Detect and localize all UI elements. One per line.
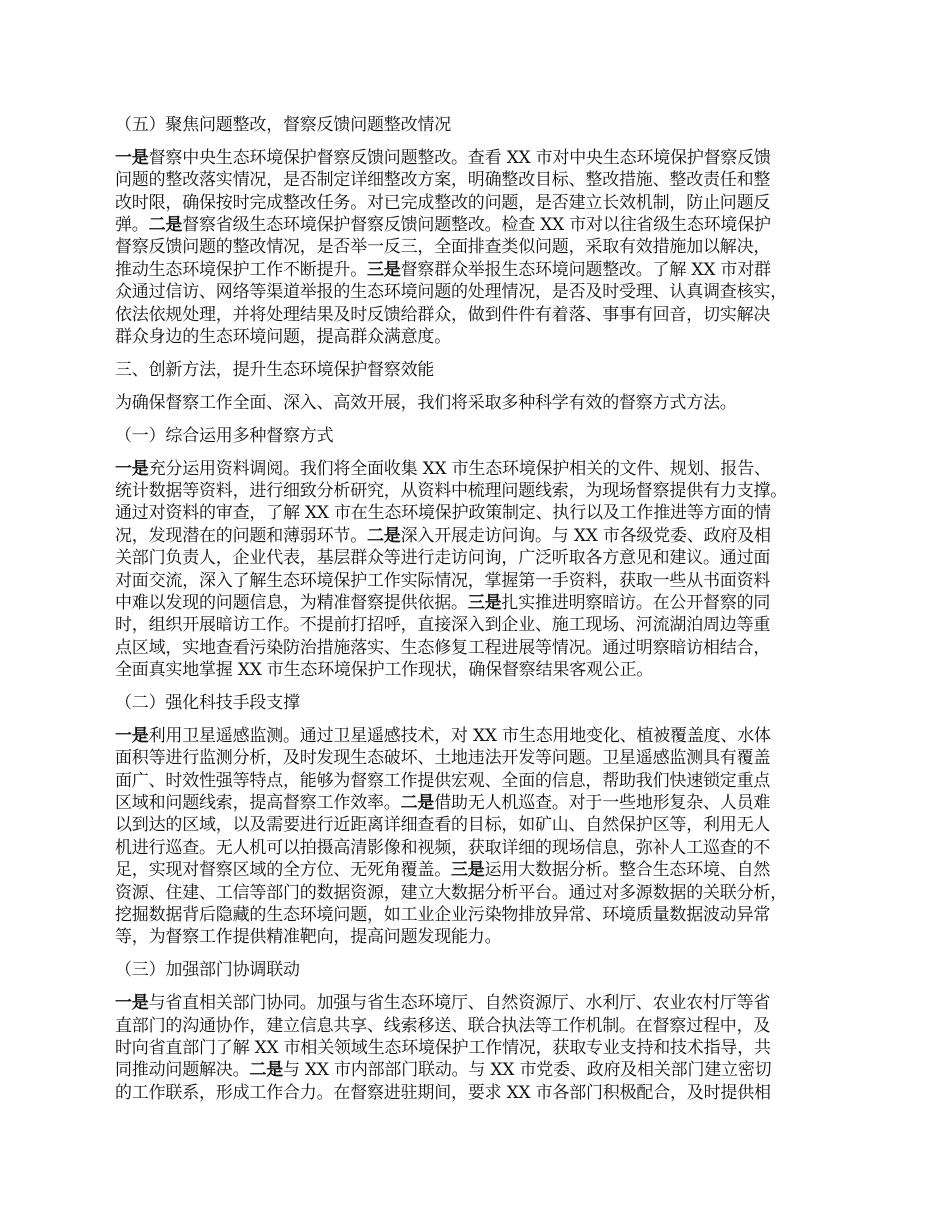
text-segment: 统计数据等资料，进行细致分析研究，从资料中梳理问题线索，为现场督察提供有力支撑。 — [115, 480, 787, 501]
text-line — [115, 192, 855, 214]
text-line — [115, 814, 855, 836]
bold-lead-term: 二是 — [400, 793, 435, 814]
text-segment: 足，实现对督察区域的全方位、无死角覆盖。 — [115, 860, 451, 881]
text-segment: 充分运用资料调阅。我们将全面收集 XX 市生态环境保护相关的文件、规划、报告、 — [148, 458, 771, 479]
text-line — [115, 926, 855, 948]
text-line — [115, 359, 855, 381]
text-line — [115, 214, 855, 236]
text-line — [115, 1059, 855, 1081]
text-segment: 以到达的区域，以及需要进行近距离详细查看的目标，如矿山、自然保护区等，利用无人 — [115, 815, 771, 836]
text-line — [115, 281, 855, 303]
bold-lead-term: 三是 — [367, 259, 401, 280]
text-line — [115, 904, 855, 926]
text-line — [115, 992, 855, 1014]
document-body — [115, 114, 855, 1115]
text-segment: 对面交流，深入了解生态环境保护工作实际情况，掌握第一手资料，获取一些从书面资料 — [115, 570, 771, 591]
text-segment: 况，发现潜在的问题和薄弱环节。 — [115, 525, 367, 546]
bold-lead-term: 三是 — [451, 860, 485, 881]
text-segment: 等，为督察工作提供精准靶向，提高问题发现能力。 — [115, 927, 502, 948]
text-segment: （五）聚焦问题整改，督察反馈问题整改情况 — [115, 115, 451, 135]
paragraph — [115, 392, 855, 414]
text-line — [115, 882, 855, 904]
text-segment: （三）加强部门协调联动 — [115, 960, 300, 981]
text-segment: 区域和问题线索，提高督察工作效率。 — [115, 793, 401, 814]
text-segment: 中难以发现的问题信息，为精准督察提供依据。 — [115, 592, 468, 613]
text-line — [115, 659, 855, 681]
text-segment: 通过对资料的审查，了解 XX 市在生态环境保护政策制定、执行以及工作推进等方面的情 — [115, 503, 771, 524]
text-line — [115, 747, 855, 769]
text-line — [115, 114, 855, 136]
text-line — [115, 1082, 855, 1104]
text-line — [115, 392, 855, 414]
text-line — [115, 570, 855, 592]
text-line — [115, 792, 855, 814]
text-line — [115, 425, 855, 447]
text-line — [115, 614, 855, 636]
bold-lead-term: 二是 — [367, 525, 401, 546]
text-segment: 面积等进行监测分析，及时发现生态破坏、土地违法开发等问题。卫星遥感监测具有覆盖 — [115, 748, 771, 769]
text-line — [115, 637, 855, 659]
text-segment: 深入开展走访问询。与 XX 市各级党委、政府及相 — [400, 525, 771, 546]
text-segment: 众通过信访、网络等渠道举报的生态环境问题的处理情况，是否及时受理、认真调查核实， — [115, 282, 787, 303]
section-heading — [115, 959, 855, 981]
text-segment: 同推动问题解决。 — [115, 1060, 250, 1081]
text-segment: 时向省直部门了解 XX 市相关领域生态环境保护工作情况，获取专业支持和技术指导，共 — [115, 1037, 771, 1058]
section-heading — [115, 425, 855, 447]
text-segment: （一）综合运用多种督察方式 — [115, 425, 334, 446]
text-line — [115, 959, 855, 981]
text-segment: 借助无人机巡查。对于一些地形复杂、人员难 — [434, 793, 771, 814]
text-line — [115, 725, 855, 747]
text-segment: 改时限，确保按时完成整改任务。对已完成整改的问题，是否建立长效机制，防止问题反 — [115, 192, 771, 213]
text-segment: 的工作联系，形成工作合力。在督察进驻期间，要求 XX 市各部门积极配合，及时提供相 — [115, 1082, 771, 1103]
text-line — [115, 169, 855, 191]
paragraph — [115, 992, 855, 1104]
text-segment: 督察反馈问题的整改情况，是否举一反三，全面排查类似问题，采取有效措施加以解决， — [115, 237, 771, 258]
text-line — [115, 259, 855, 281]
bold-lead-term: 二是 — [148, 215, 183, 236]
paragraph — [115, 147, 855, 349]
text-segment: 为确保督察工作全面、深入、高效开展，我们将采取多种科学有效的督察方式方法。 — [115, 392, 737, 413]
text-line — [115, 236, 855, 258]
text-segment: 弹。 — [115, 215, 149, 236]
text-segment: 与省直相关部门协同。加强与省生态环境厅、自然资源厅、水利厅、农业农村厅等省 — [148, 993, 771, 1014]
paragraph — [115, 725, 855, 949]
text-segment: 资源、住建、工信等部门的数据资源，建立大数据分析平台。通过对多源数据的关联分析， — [115, 882, 787, 903]
text-line — [115, 859, 855, 881]
text-line — [115, 480, 855, 502]
text-line — [115, 1037, 855, 1059]
text-segment: 全面真实地掌握 XX 市生态环境保护工作现状，确保督察结果客观公正。 — [115, 660, 654, 681]
bold-lead-term: 一是 — [115, 725, 149, 746]
text-line — [115, 547, 855, 569]
text-segment: 督察群众举报生态环境问题整改。了解 XX 市对群 — [400, 259, 771, 280]
text-segment: 督察省级生态环境保护督察反馈问题整改。检查 XX 市对以往省级生态环境保护 — [182, 215, 771, 236]
text-line — [115, 502, 855, 524]
text-segment: 问题的整改落实情况，是否制定详细整改方案，明确整改目标、整改措施、整改责任和整 — [115, 170, 771, 191]
text-line — [115, 326, 855, 348]
text-line — [115, 1015, 855, 1037]
text-line — [115, 837, 855, 859]
text-segment: 扎实推进明察暗访。在公开督察的同 — [501, 592, 771, 613]
bold-lead-term: 一是 — [115, 147, 149, 168]
text-segment: 挖掘数据背后隐藏的生态环境问题，如工业企业污染物排放异常、环境质量数据波动异常 — [115, 905, 771, 925]
text-segment: 直部门的沟通协作，建立信息共享、线索移送、联合执法等工作机制。在督察过程中，及 — [115, 1015, 771, 1036]
text-line — [115, 770, 855, 792]
bold-lead-term: 三是 — [467, 592, 502, 613]
text-segment: 点区域，实地查看污染防治措施落实、生态修复工程进展等情况。通过明察暗访相结合， — [115, 637, 771, 658]
text-segment: 关部门负责人，企业代表，基层群众等进行走访问询，广泛听取各方意见和建议。通过面 — [115, 548, 771, 569]
bold-lead-term: 一是 — [115, 993, 149, 1014]
text-line — [115, 458, 855, 480]
section-heading — [115, 114, 855, 136]
text-segment: 督察中央生态环境保护督察反馈问题整改。查看 XX 市对中央生态环境保护督察反馈 — [148, 147, 771, 168]
paragraph — [115, 458, 855, 682]
section-heading — [115, 692, 855, 714]
bold-lead-term: 一是 — [115, 458, 149, 479]
text-segment: 利用卫星遥感监测。通过卫星遥感技术，对 XX 市生态用地变化、植被覆盖度、水体 — [148, 725, 771, 746]
text-segment: 推动生态环境保护工作不断提升。 — [115, 259, 367, 280]
text-segment: 依法依规处理，并将处理结果及时反馈给群众，做到件件有着落、事事有回音，切实解决 — [115, 304, 771, 325]
text-line — [115, 692, 855, 714]
text-segment: 与 XX 市内部部门联动。与 XX 市党委、政府及相关部门建立密切 — [283, 1060, 772, 1081]
text-line — [115, 147, 855, 169]
text-segment: 时，组织开展暗访工作。不提前打招呼，直接深入到企业、施工现场、河流湖泊周边等重 — [115, 615, 771, 636]
text-segment: 三、创新方法，提升生态环境保护督察效能 — [115, 359, 435, 380]
text-segment: 运用大数据分析。整合生态环境、自然 — [484, 860, 771, 881]
section-heading — [115, 359, 855, 381]
text-line — [115, 592, 855, 614]
bold-lead-term: 二是 — [249, 1060, 284, 1081]
text-segment: 群众身边的生态环境问题，提高群众满意度。 — [115, 327, 451, 348]
text-segment: 面广、时效性强等特点，能够为督察工作提供宏观、全面的信息，帮助我们快速锁定重点 — [115, 770, 771, 791]
text-segment: （二）强化科技手段支撑 — [115, 692, 300, 713]
text-segment: 机进行巡查。无人机可以拍摄高清影像和视频，获取详细的现场信息，弥补人工巡查的不 — [115, 837, 771, 858]
text-line — [115, 525, 855, 547]
text-line — [115, 304, 855, 326]
